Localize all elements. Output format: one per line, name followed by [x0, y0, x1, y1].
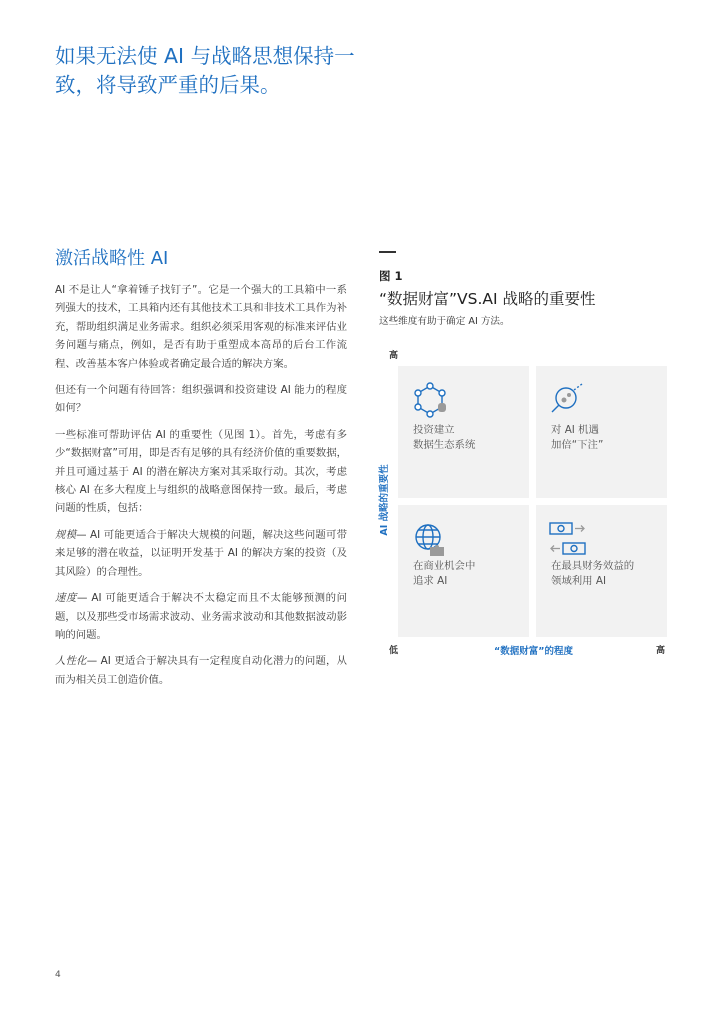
- paragraph-intro: AI 不是让人“拿着锤子找钉子”。它是一个强大的工具箱中一系列强大的技术，工具箱内还有其他技术工具和非技术工具作为补充，帮助组织满足业务需求。组织必须采用客观的标准来评估业务问题与痛点，例如，是否有助于重塑成本高昂的后台工作流程、改善基本客户体验或者确定最合适的解决方案。: [55, 284, 347, 370]
- quadrant-bottom-left-line-1: 在商业机会中: [413, 560, 476, 572]
- body-text-column: [55, 281, 347, 697]
- paragraph-criteria: 一些标准可帮助评估 AI 的重要性（见图 1）。首先，考虑有多少“数据财富”可用，即是否有足够的具有经济价值的重要数据，并且可通过基于 AI 的潜在解决方案对其采取行动。其次，考虑核心 AI 在多大程度上与组织的战略意图保持一致。最后，考虑问题的性质，包括：: [55, 428, 347, 515]
- quadrant-bottom-left-text: [413, 559, 475, 589]
- axis-low-label: 低: [389, 646, 399, 656]
- quadrant-bottom-right: [536, 505, 667, 637]
- quadrant-bottom-left-line-2: 追求 AI: [413, 575, 448, 587]
- globe-puzzle-icon: [410, 519, 450, 559]
- quadrant-bottom-right-line-2: 领域利用 AI: [551, 575, 607, 587]
- y-axis-high-label: 高: [389, 351, 399, 361]
- page-headline: [55, 42, 365, 100]
- money-exchange-icon: [548, 519, 588, 559]
- criterion-humanization-text: — AI 更适合于解决具有一定程度自动化潜力的问题，从而为相关员工创造价值。: [55, 655, 348, 686]
- quadrant-top-right: [536, 366, 667, 498]
- figure-rule: [379, 251, 396, 253]
- criterion-scale-lead: 规模: [55, 528, 77, 541]
- criterion-humanization-lead: 人性化: [55, 655, 87, 668]
- quadrant-top-right-line-2: 加倍“下注”: [551, 439, 604, 451]
- magnifier-analysis-icon: [548, 380, 588, 420]
- y-axis-label: AI 战略的重要性: [379, 464, 390, 536]
- figure-subtitle: 这些维度有助于确定 AI 方法。: [379, 316, 510, 327]
- quadrant-bottom-right-line-1: 在最具财务效益的: [551, 560, 635, 572]
- criterion-speed-text: — AI 可能更适合于解决不太稳定而且不太能够预测的问题，以及那些受市场需求波动、业务需求波动和其他数据波动影响的问题。: [55, 592, 348, 641]
- headline-line-1: 如果无法使 AI 与战略思想保持一: [55, 44, 355, 68]
- quadrant-top-right-line-1: 对 AI 机遇: [551, 424, 599, 436]
- paragraph-question: 但还有一个问题有待回答：组织强调和投资建设 AI 能力的程度如何？: [55, 384, 347, 415]
- criterion-speed-lead: 速度: [55, 592, 78, 605]
- network-nodes-icon: [410, 380, 450, 420]
- quadrant-bottom-right-text: [551, 559, 634, 589]
- criterion-scale: [55, 526, 347, 581]
- quadrant-top-left-line-1: 投资建立: [413, 424, 455, 436]
- section-title: 激活战略性 AI: [55, 248, 169, 269]
- figure-label: 图 1: [379, 269, 403, 283]
- quadrant-top-left-line-2: 数据生态系统: [413, 439, 476, 451]
- headline-line-2: 致，将导致严重的后果。: [55, 73, 281, 97]
- figure-title: “数据财富”VS.AI 战略的重要性: [379, 290, 596, 308]
- quadrant-bottom-left: [398, 505, 529, 637]
- quadrant-top-right-text: [551, 423, 603, 453]
- criterion-speed: [55, 589, 347, 644]
- criterion-humanization: [55, 652, 347, 689]
- page-number: 4: [55, 970, 61, 980]
- x-axis-high-label: 高: [656, 646, 666, 656]
- quadrant-top-left-text: [413, 423, 475, 453]
- criterion-scale-text: — AI 可能更适合于解决大规模的问题，解决这些问题可带来足够的潜在收益，以证明开发基于 AI 的解决方案的投资（及其风险）的合理性。: [55, 528, 347, 578]
- x-axis-label: “数据财富”的程度: [494, 646, 573, 657]
- quadrant-top-left: [398, 366, 529, 498]
